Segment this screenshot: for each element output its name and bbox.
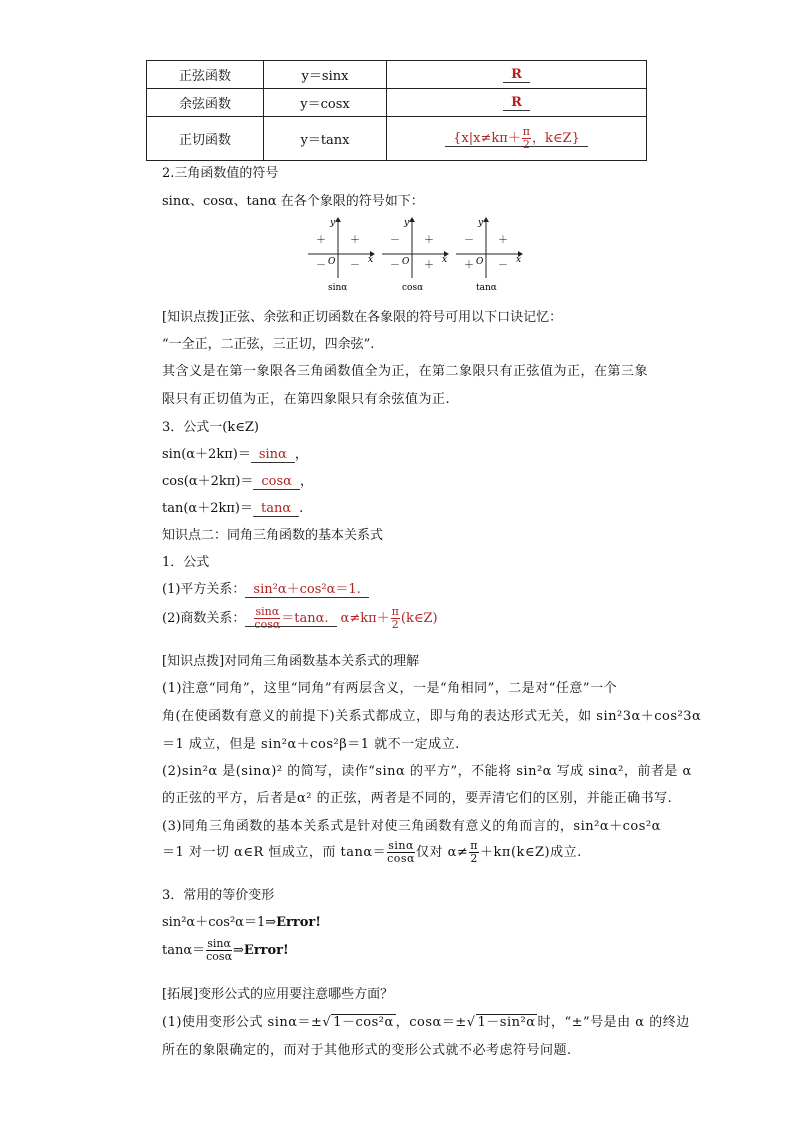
condition-a: α≠kπ＋ (340, 611, 390, 626)
q2-sign: － (464, 235, 474, 246)
formula-left: cos(α＋2kπ)＝ (162, 474, 254, 489)
frac-den: cosα (254, 618, 281, 631)
ext-part-b: ，cosα＝± (395, 1015, 467, 1030)
formula-answer: sinα (251, 447, 295, 463)
q1-sign: ＋ (424, 235, 434, 246)
p3-part-c: ＋kπ(k∈Z)成立. (480, 845, 582, 860)
p1-line-3: ＝1 成立，但是 sin²α＋cos²β＝1 就不一定成立. (162, 737, 460, 752)
sqrt-sign-icon: √ (322, 1015, 332, 1030)
quotient-condition (340, 605, 438, 631)
p2-line-2: 的正弦的平方，后者是α² 的正弦，两者是不同的，要弄清它们的区别，并能正确书写. (162, 791, 673, 806)
ext-part-a: (1)使用变形公式 sinα＝± (162, 1015, 323, 1030)
sin-over-cos-fraction (254, 606, 280, 631)
p3-part-b: 仅对 α≠ (415, 845, 469, 860)
q3-sign: － (390, 260, 400, 271)
origin-label: O (476, 257, 484, 267)
formula-answer: tanα (253, 501, 299, 517)
frac-num: π (391, 605, 399, 618)
p3-part-a: ＝1 对一切 α∈R 恒成立，而 tanα＝ (162, 845, 387, 860)
extension-heading: [拓展]变形公式的应用要注意哪些方面？ (162, 987, 394, 1002)
frac-den: 2 (470, 852, 478, 865)
pi-over-2-fraction (391, 606, 400, 631)
func-name-cell: 余弦函数 (147, 89, 264, 117)
func-formula-cell: y＝tanx (264, 117, 387, 161)
func-name-cell: 正弦函数 (147, 61, 264, 89)
frac-num: sinα (255, 605, 280, 618)
domain-answer: R (503, 67, 530, 83)
sin-sign-diagram (304, 216, 376, 292)
frac-den: cosα (206, 950, 232, 963)
q1-sign: ＋ (498, 235, 508, 246)
func-domain-cell (387, 89, 647, 117)
quotient-result: ＝tanα. (281, 611, 329, 626)
knowledge-point-2-heading: 知识点二：同角三角函数的基本关系式 (162, 528, 384, 543)
formula-tan-line (162, 497, 303, 516)
transform-formula: tanα＝ (162, 943, 206, 958)
formula-sin-line (162, 443, 308, 462)
diagram-caption: cosα (402, 283, 424, 292)
p3-line-1: (3)同角三角函数的基本关系式是针对使三角函数有意义的角而言的，sin²α＋cos²α (162, 819, 661, 834)
diagram-caption: sinα (328, 283, 348, 292)
rhyme-text: “一全正，二正弦，三正切，四余弦”. (162, 337, 375, 352)
origin-label: O (402, 257, 410, 267)
q4-sign: － (350, 260, 360, 271)
frac-num: sinα (388, 839, 414, 852)
formula-end: . (299, 501, 304, 516)
radicand: 1－sin²α (477, 1015, 536, 1030)
ext-part-c: 时，“±”号是由 α 的终边 (537, 1015, 690, 1030)
q4-sign: － (498, 260, 508, 271)
frac-num: π (470, 839, 479, 852)
p1-line-1: (1)注意“同角”，这里“同角”有两层含义，一是“角相同”，二是对“任意”一个 (162, 681, 618, 696)
sin-over-cos-fraction (387, 840, 415, 865)
p2-line-1: (2)sin²α 是(sinα)² 的简写，读作“sinα 的平方”，不能将 sin²α 写成 sinα²，前者是 α (162, 764, 692, 779)
diagram-caption: tanα (476, 283, 497, 292)
x-axis-label: x (516, 255, 522, 265)
sin-over-cos-fraction (206, 938, 232, 963)
implies-arrow: ⇒ (233, 943, 244, 958)
origin-label: O (328, 257, 336, 267)
q4-sign: ＋ (424, 260, 434, 271)
square-relation-line (162, 578, 369, 597)
func-domain-cell (387, 117, 647, 161)
section-intro: sinα、cosα、tanα 在各个象限的符号如下： (162, 194, 424, 209)
func-domain-cell (387, 61, 647, 89)
quotient-relation-line (162, 606, 438, 631)
ext-p1-line-2: 所在的象限确定的，而对于其他形式的变形公式就不必考虑符号问题. (162, 1043, 572, 1058)
formula-cos-line (162, 470, 313, 489)
frac-num: sinα (207, 937, 231, 950)
y-axis-label: y (478, 218, 484, 228)
section-heading: 2.三角函数值的符号 (162, 166, 279, 181)
formula-left: sin(α＋2kπ)＝ (162, 447, 251, 462)
q3-sign: ＋ (464, 260, 474, 271)
q2-sign: ＋ (316, 235, 326, 246)
formula-one-heading: 3．公式一(k∈Z) (162, 420, 259, 435)
meaning-line-2: 限只有正切值为正，在第四象限只有余弦值为正. (162, 392, 451, 407)
x-axis-label: x (368, 255, 374, 265)
domain-part-b: ，k∈Z} (532, 131, 580, 146)
p1-line-2: 角(在使函数有意义的前提下)关系式都成立，即与角的表达形式无关，如 sin²3α＋cos²3α (162, 709, 702, 724)
transform-line-2 (162, 938, 289, 963)
table-row (147, 61, 647, 89)
function-domain-table (146, 60, 647, 161)
frac-den: 2 (522, 138, 530, 151)
condition-b: (k∈Z) (400, 611, 438, 626)
formula-answer: cosα (253, 474, 300, 490)
domain-answer (445, 125, 588, 151)
domain-part-a: {x|x≠kπ＋ (453, 131, 521, 146)
y-axis-label: y (404, 218, 410, 228)
frac-num: π (522, 125, 531, 138)
ext-p1-line-1 (162, 1011, 690, 1030)
y-axis-label: y (330, 218, 336, 228)
func-formula-cell: y＝sinx (264, 61, 387, 89)
formula-end: ， (294, 447, 308, 462)
radicand: 1－cos²α (333, 1015, 394, 1030)
frac-den: 2 (391, 618, 399, 631)
error-text: Error! (243, 943, 289, 958)
subheading-formula: 1．公式 (162, 555, 210, 570)
cos-sign-diagram (378, 216, 450, 292)
formula-left: tan(α＋2kπ)＝ (162, 501, 253, 516)
table-row (147, 117, 647, 161)
tan-sign-diagram (452, 216, 524, 292)
quotient-answer (245, 605, 336, 631)
pi-over-2-fraction (522, 126, 531, 151)
q1-sign: ＋ (350, 235, 360, 246)
q2-sign: － (390, 235, 400, 246)
meaning-line-1: 其含义是在第一象限各三角函数值全为正，在第二象限只有正弦值为正，在第三象 (162, 364, 649, 379)
p3-line-2 (162, 840, 582, 865)
tip-text: [知识点拨]正弦、余弦和正切函数在各象限的符号可用以下口诀记忆： (162, 310, 563, 325)
quotient-label: (2)商数关系： (162, 611, 246, 626)
transform-formula: sin²α＋cos²α＝1⇒ (162, 915, 277, 930)
error-text: Error! (276, 915, 321, 930)
table-row (147, 89, 647, 117)
domain-answer: R (503, 95, 530, 111)
equivalent-transform-heading: 3．常用的等价变形 (162, 888, 275, 903)
func-name-cell: 正切函数 (147, 117, 264, 161)
q3-sign: － (316, 260, 326, 271)
sqrt-sign-icon: √ (466, 1015, 476, 1030)
square-label: (1)平方关系： (162, 582, 246, 597)
square-answer: sin²α＋cos²α＝1. (245, 582, 368, 598)
tip-text: [知识点拨]对同角三角函数基本关系式的理解 (162, 654, 420, 669)
transform-line-1 (162, 911, 321, 930)
x-axis-label: x (442, 255, 448, 265)
frac-den: cosα (387, 852, 415, 865)
pi-over-2-fraction (469, 840, 479, 865)
formula-end: ， (299, 474, 313, 489)
func-formula-cell: y＝cosx (264, 89, 387, 117)
